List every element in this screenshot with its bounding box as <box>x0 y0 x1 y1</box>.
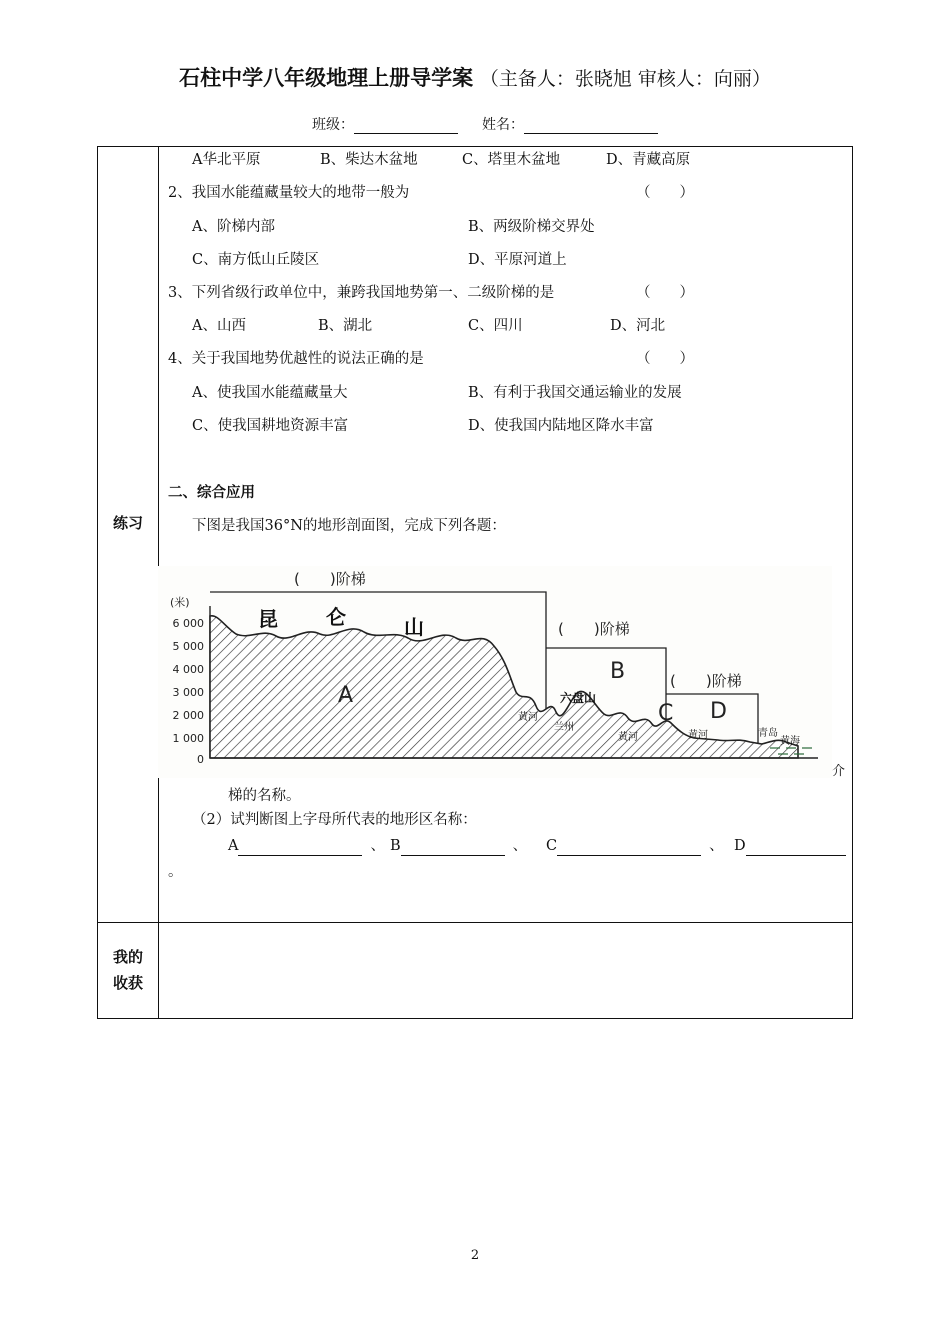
q2-option-c: C、南方低山丘陵区 <box>192 252 320 268</box>
label-yellow-river-1: 黄河 <box>518 712 538 723</box>
table-right-border <box>852 146 853 1019</box>
label-yellow-river-2: 黄河 <box>618 732 638 743</box>
sub2-text: （2）试判断图上字母所代表的地形区名称： <box>192 812 477 828</box>
y-tick-2000: 2 000 <box>172 709 204 722</box>
page-number: 2 <box>470 1248 480 1263</box>
answer-a-line[interactable] <box>238 841 362 856</box>
answer-blank-c[interactable] <box>546 836 724 856</box>
label-qingdao: 青岛 <box>758 728 778 739</box>
document-title: 石柱中学八年级地理上册导学案 <box>179 66 474 90</box>
q2-answer-paren[interactable]: （ ） <box>636 185 694 201</box>
q1-option-b: B、柴达木盆地 <box>320 152 418 168</box>
q3-text: 3、下列省级行政单位中，兼跨我国地势第一、二级阶梯的是 <box>168 285 555 301</box>
y-tick-0: 0 <box>197 753 204 766</box>
q3-answer-paren[interactable]: （ ） <box>636 285 694 301</box>
label-kunlun-3: 山 <box>404 615 424 639</box>
label-kunlun-1: 昆 <box>258 607 278 631</box>
q1-option-d: D、青藏高原 <box>606 152 691 168</box>
q2-option-a: A、阶梯内部 <box>192 219 275 235</box>
application-intro: 下图是我国36°N的地形剖面图，完成下列各题： <box>192 518 506 534</box>
cutoff-char: 介 <box>832 764 846 779</box>
label-lanzhou: 兰州 <box>554 722 574 733</box>
name-blank[interactable] <box>524 119 658 134</box>
label-yellow-sea: 黄海 <box>780 736 800 747</box>
table-row-divider <box>97 922 853 923</box>
answer-b-label: B <box>390 838 401 854</box>
label-kunlun-2: 仑 <box>326 605 346 629</box>
answer-b-line[interactable] <box>401 841 505 856</box>
separator-2: 、 <box>512 838 528 854</box>
region-letter-a: A <box>338 683 354 708</box>
table-bottom-border <box>97 1018 853 1019</box>
q4-option-a: A、使我国水能蕴藏量大 <box>192 385 348 401</box>
y-tick-6000: 6 000 <box>172 617 204 630</box>
region-letter-b: B <box>610 659 626 684</box>
answer-c-line[interactable] <box>557 841 701 856</box>
step-label-3: ( )阶梯 <box>670 672 742 690</box>
document-subtitle: （主备人：张晓旭 审核人：向丽） <box>479 68 771 90</box>
label-yellow-river-3: 黄河 <box>688 730 708 741</box>
answer-c-label: C <box>546 838 558 854</box>
step-label-2: ( )阶梯 <box>558 620 630 638</box>
sub1-continued: 梯的名称。 <box>228 788 301 804</box>
y-tick-1000: 1 000 <box>172 732 204 745</box>
q3-option-d: D、河北 <box>610 318 666 334</box>
class-blank[interactable] <box>354 119 458 134</box>
separator-1: 、 <box>370 838 385 854</box>
answer-blank-b[interactable] <box>390 836 527 856</box>
table-top-border <box>97 146 853 147</box>
y-tick-labels <box>173 617 205 766</box>
q3-option-a: A、山西 <box>192 318 246 334</box>
q4-answer-paren[interactable]: （ ） <box>636 351 694 367</box>
terrain-profile-svg <box>158 566 832 778</box>
q3-option-b: B、湖北 <box>318 318 373 334</box>
region-letter-d: D <box>710 699 727 724</box>
answer-d-label: D <box>734 838 746 854</box>
q2-text: 2、我国水能蕴藏量较大的地带一般为 <box>168 185 410 201</box>
q2-option-d: D、平原河道上 <box>468 252 567 268</box>
step-label-1: ( )阶梯 <box>294 570 366 588</box>
answer-d-line[interactable] <box>746 841 846 856</box>
y-tick-5000: 5 000 <box>172 640 204 653</box>
q1-option-c: C、塔里木盆地 <box>462 152 561 168</box>
label-liupan: 六盘山 <box>560 691 597 705</box>
page-title <box>0 62 950 92</box>
separator-3: 、 <box>709 838 724 854</box>
q4-option-d: D、使我国内陆地区降水丰富 <box>468 418 654 434</box>
answer-blank-d[interactable] <box>734 836 846 856</box>
q4-option-b: B、有利于我国交通运输业的发展 <box>468 385 682 401</box>
practice-label: 练习 <box>112 514 143 532</box>
q4-option-c: C、使我国耕地资源丰富 <box>192 418 349 434</box>
y-tick-4000: 4 000 <box>172 663 204 676</box>
class-field[interactable] <box>312 114 458 134</box>
answer-a-label: A <box>228 838 239 854</box>
q2-option-b: B、两级阶梯交界处 <box>468 219 595 235</box>
q4-text: 4、关于我国地势优越性的说法正确的是 <box>168 351 424 367</box>
harvest-label: 我的收获 <box>112 948 143 992</box>
terrain-profile-figure <box>158 566 832 778</box>
table-left-border <box>97 146 98 1019</box>
class-label: 班级： <box>312 117 354 133</box>
application-heading: 二、综合应用 <box>168 485 255 501</box>
end-mark: 。 <box>168 864 183 880</box>
answer-blank-a[interactable] <box>228 836 385 856</box>
name-label: 姓名： <box>482 117 524 133</box>
y-tick-3000: 3 000 <box>172 686 204 699</box>
y-unit-label: (米) <box>170 596 190 609</box>
q3-option-c: C、四川 <box>468 318 523 334</box>
region-letter-c: C <box>658 701 674 726</box>
name-field[interactable] <box>482 114 658 134</box>
q1-option-a: A华北平原 <box>192 152 261 168</box>
